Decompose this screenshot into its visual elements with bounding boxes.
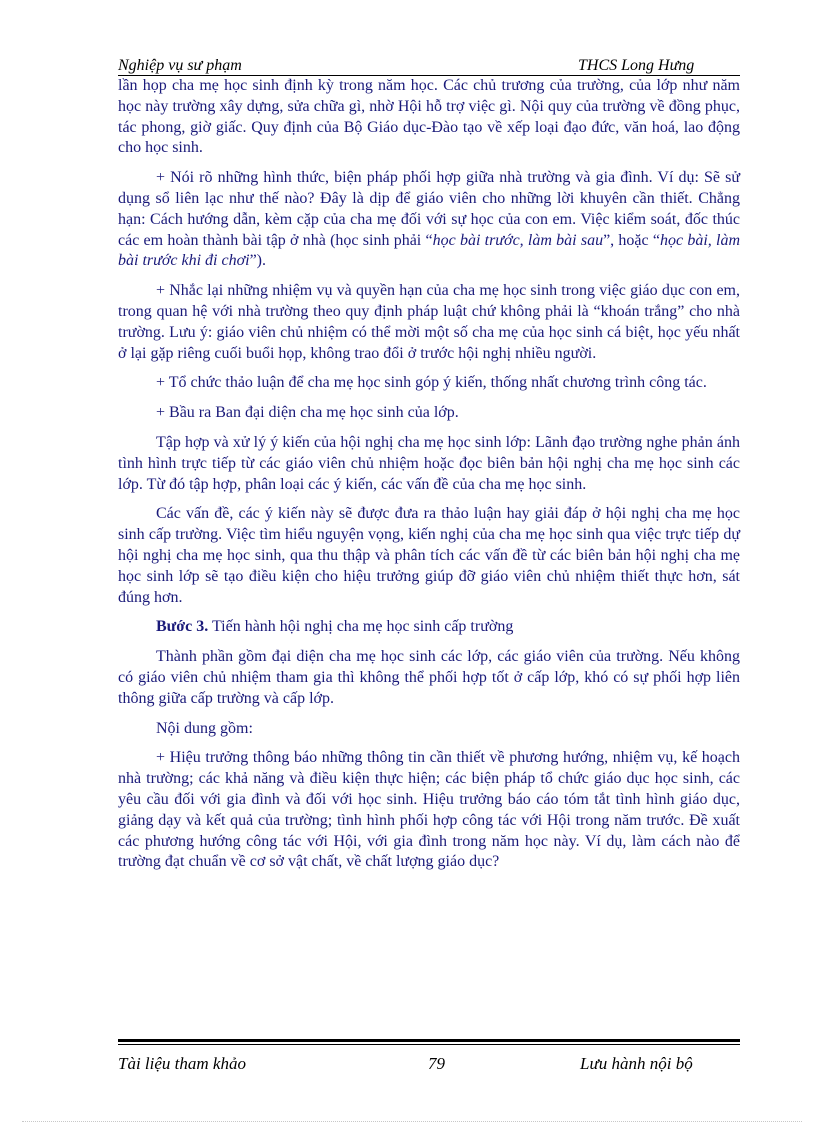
document-body <box>118 76 740 882</box>
footer-left: Tài liệu tham khảo <box>118 1054 246 1073</box>
paragraph-9: Thành phần gồm đại diện cha mẹ học sinh các lớp, các giáo viên của trường. Nếu không có giáo viên chủ nhiệm tham gia thì không thể phối hợp tốt ở cấp lớp, khó có sự phối hợp liên thông giữa cấp trường và cấp lớp. <box>118 648 740 707</box>
header-right: THCS Long Hưng <box>578 57 695 74</box>
footer-rule-thin <box>118 1044 740 1045</box>
footer-rule-thick <box>118 1039 740 1042</box>
paragraph-1: lần họp cha mẹ học sinh định kỳ trong năm học. Các chủ trương của trường, của lớp như năm học này trường xây dựng, sửa chữa gì, nhờ Hội hỗ trợ việc gì. Nội quy của trường về đồng phục, tác phong, giờ giấc. Quy định của Bộ Giáo dục-Đào tạo về xếp loại đạo đức, văn hoá, lao động cho học sinh. <box>118 77 740 157</box>
paragraph-4: + Tổ chức thảo luận để cha mẹ học sinh góp ý kiến, thống nhất chương trình công tác. <box>156 374 707 392</box>
page-number: 79 <box>428 1054 445 1073</box>
quote-1: học bài trước, làm bài sau <box>432 231 604 249</box>
step-3-heading: Bước 3. Tiến hành hội nghị cha mẹ học sinh cấp trường <box>156 618 514 636</box>
paragraph-7: Các vấn đề, các ý kiến này sẽ được đưa ra thảo luận hay giải đáp ở hội nghị cha mẹ học sinh cấp trường. Việc tìm hiểu nguyện vọng, kiến nghị của cha mẹ học sinh qua việc trực tiếp dự hội nghị cha mẹ học sinh, qua thu thập và phân tích các vấn đề từ các biên bản hội nghị cha mẹ học sinh lớp sẽ tạo điều kiện cho hiệu trưởng giúp đỡ giáo viên chủ nhiệm thiết thực hơn, sát đúng hơn. <box>118 505 740 606</box>
paragraph-5: + Bầu ra Ban đại diện cha mẹ học sinh của lớp. <box>156 404 459 422</box>
paragraph-2: + Nói rõ những hình thức, biện pháp phối hợp giữa nhà trường và gia đình. Ví dụ: Sẽ sử dụng sổ liên lạc như thế nào? Đây là dịp để giáo viên cho những lời khuyên cần thiết. Chẳng hạn: Cách hướng dẫn, kèm cặp của cha mẹ đối với sự học của con em. Việc kiểm soát, đốc thúc các em hoàn thành bài tập ở nhà (học sinh phải “học bài trước, làm bài sau”, hoặc “học bài, làm bài trước khi đi chơi”). <box>118 169 741 270</box>
paragraph-11: + Hiệu trưởng thông báo những thông tin cần thiết về phương hướng, nhiệm vụ, kế hoạch nhà trường; các khả năng và điều kiện thực hiện; các biện pháp tổ chức giáo dục học sinh, các yêu cầu đối với gia đình và đối với học sinh. Hiệu trưởng báo cáo tóm tắt tình hình giáo dục, giảng dạy và kết quả của trường; tình hình phối hợp công tác với Hội trong năm trước. Đề xuất các phương hướng công tác với Hội, với gia đình trong năm học này. Ví dụ, làm cách nào để trường đạt chuẩn về cơ sở vật chất, về chất lượng giáo dục? <box>118 749 740 871</box>
paragraph-6: Tập hợp và xử lý ý kiến của hội nghị cha mẹ học sinh lớp: Lãnh đạo trường nghe phản ánh tình hình trực tiếp từ các giáo viên chủ nhiệm hoặc đọc biên bản hội nghị cha mẹ học sinh các lớp. Từ đó tập hợp, phân loại các ý kiến, các vấn đề của cha mẹ học sinh. <box>118 433 740 493</box>
footer-right: Lưu hành nội bộ <box>580 1054 693 1073</box>
paragraph-3: + Nhắc lại những nhiệm vụ và quyền hạn của cha mẹ học sinh trong việc giáo dục con em, trong quan hệ với nhà trường theo quy định pháp luật chứ không phải là “khoán trắng” cho nhà trường. Lưu ý: giáo viên chủ nhiệm có thể mời một số cha mẹ của học sinh cá biệt, học yếu nhất ở lại gặp riêng cuối buổi họp, không trao đổi ở trước hội nghị nhiều người. <box>118 282 740 362</box>
paragraph-10: Nội dung gồm: <box>156 719 253 737</box>
step-label: Bước 3. <box>156 618 209 636</box>
quote-2: học bài, làm bài trước khi đi chơi <box>118 231 741 270</box>
page-bottom-border <box>22 1121 802 1122</box>
header-left: Nghiệp vụ sư phạm <box>118 57 242 74</box>
